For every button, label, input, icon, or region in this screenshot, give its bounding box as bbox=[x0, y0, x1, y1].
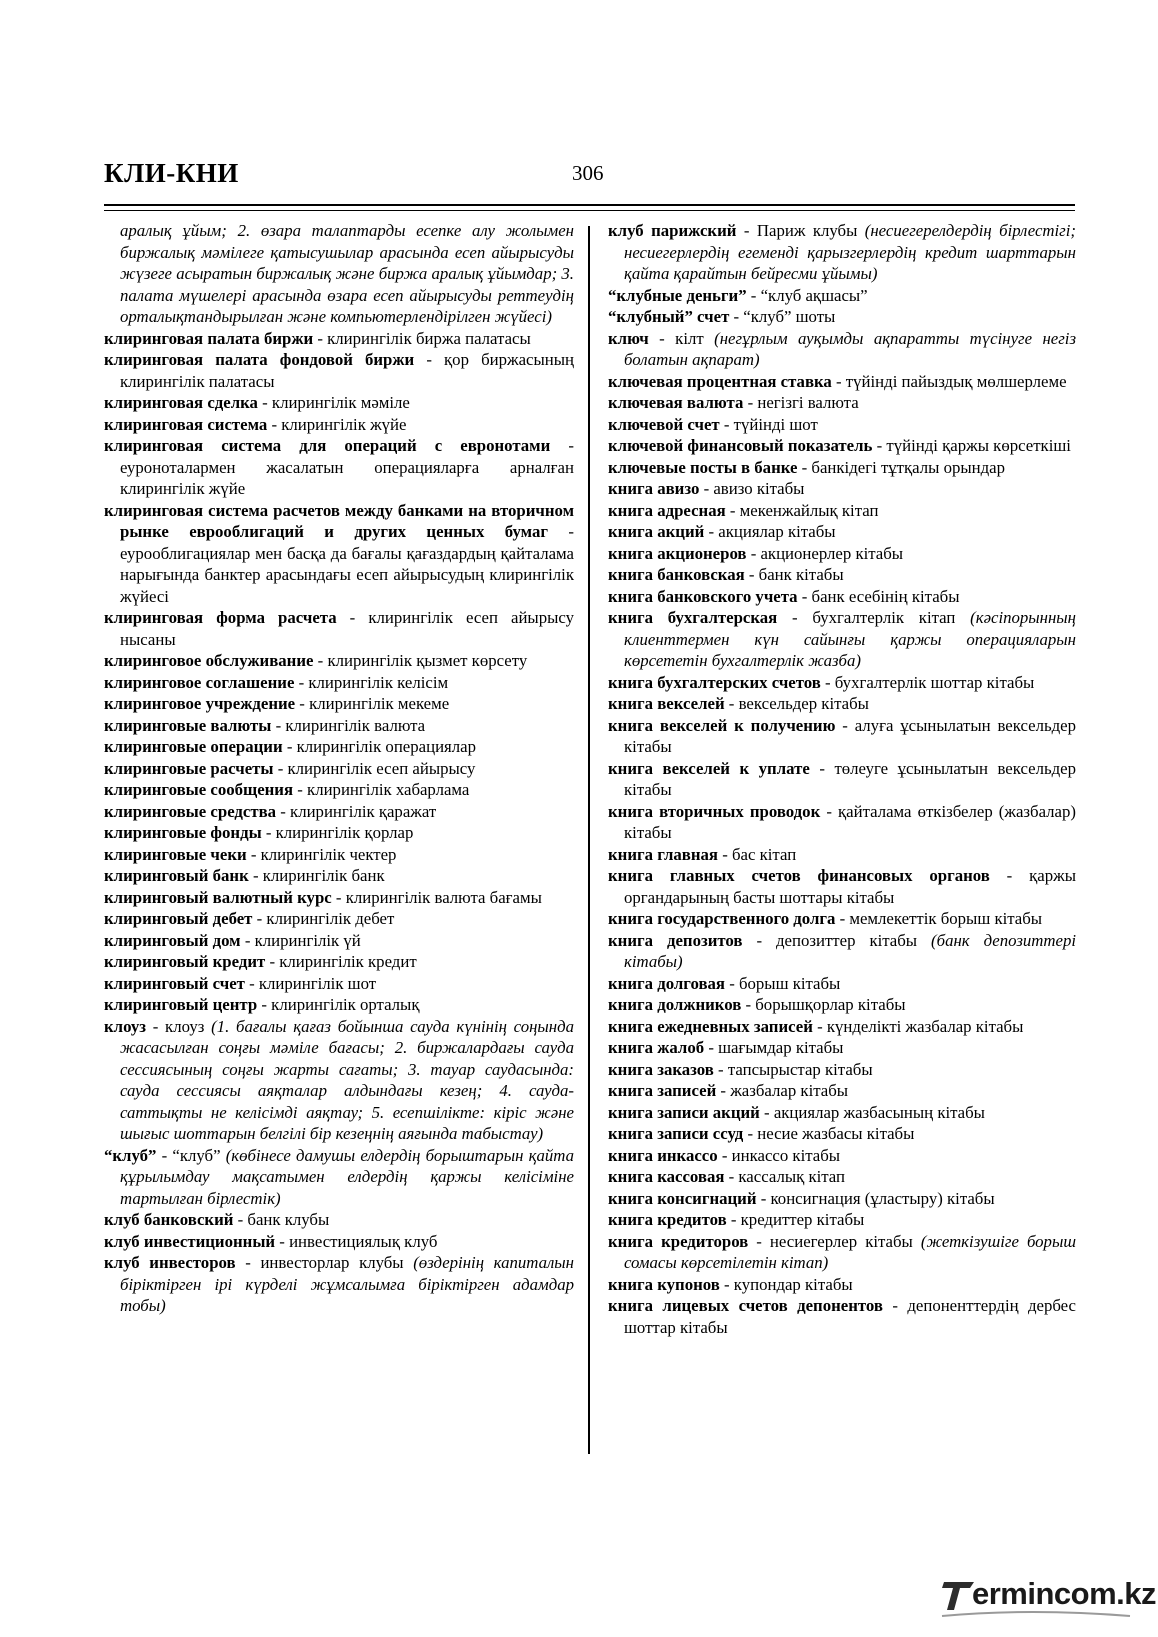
entry-term: книга записи акций bbox=[608, 1102, 760, 1122]
dictionary-entry bbox=[104, 607, 574, 650]
entry-term: “клубный” счет bbox=[608, 307, 730, 326]
entry-definition: - клирингілік биржа палатасы bbox=[313, 328, 531, 348]
entry-definition: - депозиттер кітабы bbox=[742, 930, 932, 950]
entry-term: книга адресная bbox=[608, 500, 726, 520]
dictionary-entry bbox=[608, 543, 1076, 565]
dictionary-entry bbox=[608, 1231, 1076, 1274]
dictionary-entry bbox=[608, 1145, 1076, 1167]
entry-term: клиринговый кредит bbox=[104, 952, 266, 971]
entry-term: клиринговое учреждение bbox=[104, 694, 296, 713]
entry-term: книга кредитов bbox=[608, 1210, 727, 1229]
dictionary-entry bbox=[608, 758, 1076, 801]
entry-term: книга инкассо bbox=[608, 1145, 718, 1165]
dictionary-entry bbox=[104, 822, 574, 844]
entry-definition: - клоуз bbox=[145, 1016, 212, 1036]
entry-note: (банк депозиттері кітабы) bbox=[624, 930, 1076, 971]
entry-term: клуб парижский bbox=[608, 221, 737, 240]
entry-definition: - тапсырыстар кітабы bbox=[713, 1059, 873, 1079]
entry-term: клиринговая сделка bbox=[104, 393, 258, 412]
entry-definition: - клирингілік дебет bbox=[252, 909, 395, 928]
entry-term: книга бухгалтерская bbox=[608, 608, 778, 627]
entry-term: клиринговый валютный курс bbox=[104, 887, 332, 907]
entry-term: книга вторичных проводок bbox=[608, 801, 821, 821]
entry-definition: - негізгі валюта bbox=[743, 393, 859, 412]
entry-term: книга главных счетов финансовых органов bbox=[608, 866, 990, 885]
entry-definition: - авизо кітабы bbox=[699, 479, 805, 498]
entry-term: клиринговые чеки bbox=[104, 844, 247, 864]
dictionary-entry bbox=[608, 715, 1076, 758]
entry-term: клиринговая форма расчета bbox=[104, 608, 337, 627]
dictionary-entry bbox=[608, 865, 1076, 908]
dictionary-entry bbox=[104, 973, 574, 995]
entry-definition: - банк кітабы bbox=[744, 565, 844, 584]
entry-definition: - клирингілік чектер bbox=[246, 844, 397, 864]
entry-term: клиринговый банк bbox=[104, 866, 249, 885]
entry-term: клиринговые валюты bbox=[104, 715, 272, 735]
entry-term: “клубные деньги” bbox=[608, 285, 747, 305]
entry-definition: - қайталама өткізбелер (жазбалар) кітабы bbox=[624, 801, 1076, 842]
entry-definition: - акциялар кітабы bbox=[704, 522, 836, 541]
entry-definition: - клирингілік шот bbox=[244, 973, 377, 993]
dictionary-entry bbox=[104, 1209, 574, 1231]
entry-definition: - банк есебінің кітабы bbox=[797, 586, 960, 606]
dictionary-entry bbox=[104, 1252, 574, 1317]
entry-definition: - кілт bbox=[648, 328, 715, 348]
dictionary-entry bbox=[608, 1080, 1076, 1102]
entry-definition: - бас кітап bbox=[718, 844, 797, 864]
entry-term: ключевая валюта bbox=[608, 393, 744, 412]
dictionary-entry bbox=[608, 930, 1076, 973]
dictionary-entry bbox=[104, 908, 574, 930]
page-number: 306 bbox=[572, 161, 604, 185]
dictionary-entry bbox=[608, 478, 1076, 500]
dictionary-entry bbox=[104, 1145, 574, 1210]
entry-term: книга лицевых счетов депонентов bbox=[608, 1296, 883, 1315]
entry-definition: - “клуб ақшасы” bbox=[746, 285, 868, 305]
header-rule bbox=[104, 204, 1075, 206]
dictionary-entry bbox=[104, 930, 574, 952]
entry-term: клиринговая система bbox=[104, 414, 268, 434]
dictionary-entry bbox=[104, 392, 574, 414]
entry-term: книга авизо bbox=[608, 479, 700, 498]
dictionary-entry bbox=[104, 844, 574, 866]
dictionary-entry bbox=[104, 779, 574, 801]
entry-definition: - алуға ұсынылатын вексельдер кітабы bbox=[624, 715, 1076, 756]
entry-term: книга векселей к получению bbox=[608, 715, 836, 735]
dictionary-entry bbox=[104, 1016, 574, 1145]
entry-term: ключевая процентная ставка bbox=[608, 371, 832, 391]
entry-definition: - “клуб” bbox=[156, 1145, 226, 1165]
entry-note: аралық ұйым; 2. өзара талаптарды есепке алу жолымен биржалық мәмілеге қатысушылар арасында есеп айырысуды жүзеге асыратын биржалық және биржа аралық ұйымдар; 3. палата мүшелері арасында өзара есеп айырысуды реттеудің орталықтандырылған және компьютерлендірілген жүйесі) bbox=[120, 221, 574, 326]
dictionary-entry bbox=[608, 1037, 1076, 1059]
entry-term: книга записей bbox=[608, 1081, 717, 1100]
entry-definition: - мемлекеттік борыш кітабы bbox=[835, 909, 1043, 928]
entry-term: книга депозитов bbox=[608, 930, 743, 950]
entry-definition: - клирингілік банк bbox=[248, 866, 385, 885]
dictionary-entry bbox=[608, 1102, 1076, 1124]
dictionary-entry bbox=[608, 607, 1076, 672]
entry-definition: - шағымдар кітабы bbox=[704, 1038, 844, 1057]
entry-definition: - клирингілік қызмет көрсету bbox=[313, 651, 528, 670]
entry-definition: - клирингілік мәміле bbox=[257, 393, 410, 412]
entry-definition: - жазбалар кітабы bbox=[716, 1081, 849, 1100]
entry-definition: - банкідегі тұтқалы орындар bbox=[797, 457, 1006, 477]
dictionary-entry bbox=[104, 715, 574, 737]
entry-term: книга кредиторов bbox=[608, 1231, 749, 1251]
entry-term: клиринговое обслуживание bbox=[104, 651, 314, 670]
entry-term: ключ bbox=[608, 328, 649, 348]
dictionary-entry bbox=[608, 285, 1076, 307]
entry-definition: - түйінді шот bbox=[719, 414, 818, 434]
dictionary-entry bbox=[608, 1123, 1076, 1145]
left-column bbox=[104, 220, 574, 1317]
entry-definition: - кредиттер кітабы bbox=[726, 1210, 865, 1229]
entry-term: клуб инвесторов bbox=[104, 1253, 236, 1272]
entry-definition: - клирингілік орталық bbox=[257, 995, 420, 1014]
entry-term: клуб банковский bbox=[104, 1210, 234, 1229]
dictionary-entry bbox=[608, 973, 1076, 995]
entry-term: клиринговые сообщения bbox=[104, 780, 294, 799]
column-divider bbox=[588, 226, 590, 1454]
entry-term: клиринговые расчеты bbox=[104, 758, 274, 778]
dictionary-entry bbox=[104, 435, 574, 500]
dictionary-entry bbox=[608, 220, 1076, 285]
entry-definition: - кассалық кітап bbox=[724, 1167, 846, 1186]
entry-note: (1. бағалы қағаз бойынша сауда күнінің соңында жасасылған соңғы мәміле бағасы; 2. биржалардағы сауда сессиясының соңғы жарты сағаты; 3. тауар саудасында: сауда сессиясы аяқталар алдындағы кезең; 4. сауда-саттықты не келісімді аяқтау; 5. есепшілікте: кіріс және шығыс шоттарын белгілі бір кезеңнің аяғында табыстау) bbox=[120, 1016, 574, 1143]
entry-note: (жеткізушіге борыш сомасы көрсетілетін кітап) bbox=[624, 1231, 1076, 1272]
dictionary-entry bbox=[608, 521, 1076, 543]
entry-definition: - инкассо кітабы bbox=[717, 1145, 841, 1165]
dictionary-entry bbox=[608, 1166, 1076, 1188]
entry-definition: - клирингілік есеп айырысу нысаны bbox=[120, 608, 574, 649]
entry-term: книга должников bbox=[608, 995, 742, 1014]
entry-definition: - клирингілік жүйе bbox=[267, 414, 407, 434]
dictionary-entry bbox=[608, 457, 1076, 479]
dictionary-entry bbox=[104, 349, 574, 392]
dictionary-entry bbox=[608, 672, 1076, 694]
entry-term: клуб инвестиционный bbox=[104, 1231, 276, 1251]
entry-definition: - несие жазбасы кітабы bbox=[743, 1124, 915, 1143]
entry-definition: - акционерлер кітабы bbox=[746, 543, 904, 563]
dictionary-entry bbox=[104, 328, 574, 350]
entry-definition: - клирингілік мекеме bbox=[295, 694, 450, 713]
dictionary-entry bbox=[104, 994, 574, 1016]
entry-definition: - “клуб” шоты bbox=[729, 307, 836, 326]
dictionary-entry bbox=[104, 1231, 574, 1253]
entry-definition: - түйінді пайыздық мөлшерлеме bbox=[831, 371, 1067, 391]
dictionary-entry bbox=[608, 392, 1076, 414]
entry-term: книга банковского учета bbox=[608, 586, 798, 606]
entry-term: клиринговая система для операций с евронотами bbox=[104, 436, 551, 455]
entry-definition: - консигнация (ұластыру) кітабы bbox=[756, 1188, 995, 1208]
entry-term: “клуб” bbox=[104, 1145, 157, 1165]
dictionary-entry bbox=[608, 844, 1076, 866]
right-column bbox=[608, 220, 1076, 1338]
dictionary-entry bbox=[608, 1274, 1076, 1296]
entry-definition: - акциялар жазбасының кітабы bbox=[759, 1102, 985, 1122]
entry-term: книга купонов bbox=[608, 1274, 720, 1294]
dictionary-entry bbox=[608, 435, 1076, 457]
entry-definition: - борышқорлар кітабы bbox=[741, 995, 906, 1014]
entry-term: ключевой финансовый показатель bbox=[608, 436, 873, 455]
dictionary-entry bbox=[104, 736, 574, 758]
entry-note: (көбінесе дамушы елдердің борыштарын қайта құрылымдау мақсатымен елдердің қаржы келісіміне тартылған бірлестік) bbox=[120, 1145, 574, 1208]
entry-term: клоуз bbox=[104, 1016, 146, 1036]
entry-term: клиринговый дебет bbox=[104, 909, 253, 928]
dictionary-entry bbox=[608, 1209, 1076, 1231]
dictionary-entry bbox=[104, 220, 574, 328]
entry-definition: - вексельдер кітабы bbox=[724, 694, 869, 713]
entry-term: ключевые посты в банке bbox=[608, 457, 798, 477]
entry-definition: - күнделікті жазбалар кітабы bbox=[812, 1016, 1024, 1036]
entry-definition: - клирингілік хабарлама bbox=[293, 780, 470, 799]
entry-term: ключевой счет bbox=[608, 414, 720, 434]
entry-definition: - төлеуге ұсынылатын вексельдер кітабы bbox=[624, 758, 1076, 799]
entry-definition: - инвестициялық клуб bbox=[275, 1231, 438, 1251]
entry-definition: - еуроноталармен жасалатын операцияларға арналған клирингілік жүйе bbox=[120, 436, 574, 498]
watermark-visible: ermincom.kz bbox=[972, 1576, 1157, 1611]
entry-definition: - клирингілік қорлар bbox=[261, 823, 414, 842]
entry-definition: - клирингілік кредит bbox=[265, 952, 417, 971]
entry-term: клиринговая палата биржи bbox=[104, 328, 314, 348]
entry-definition: - Париж клубы bbox=[736, 221, 865, 240]
entry-term: книга векселей к уплате bbox=[608, 758, 810, 778]
dictionary-entry bbox=[608, 908, 1076, 930]
entry-term: книга кассовая bbox=[608, 1167, 725, 1186]
entry-definition: - борыш кітабы bbox=[725, 973, 841, 993]
header-rule-thin bbox=[104, 210, 1075, 211]
entry-term: книга жалоб bbox=[608, 1038, 705, 1057]
entry-definition: - бухгалтерлік шоттар кітабы bbox=[820, 672, 1035, 692]
entry-term: книга консигнаций bbox=[608, 1188, 757, 1208]
entry-term: клиринговый центр bbox=[104, 995, 258, 1014]
dictionary-entry bbox=[608, 693, 1076, 715]
dictionary-entry bbox=[608, 306, 1076, 328]
entry-term: клиринговые средства bbox=[104, 801, 277, 821]
entry-term: клиринговый счет bbox=[104, 973, 245, 993]
entry-definition: - несиегерлер кітабы bbox=[748, 1231, 921, 1251]
entry-term: книга векселей bbox=[608, 694, 725, 713]
entry-definition: - мекенжайлық кітап bbox=[725, 500, 879, 520]
dictionary-entry bbox=[104, 500, 574, 608]
dictionary-entry bbox=[104, 951, 574, 973]
entry-definition: - клирингілік валюта bbox=[271, 715, 426, 735]
dictionary-entry bbox=[608, 414, 1076, 436]
dictionary-entry bbox=[104, 801, 574, 823]
entry-note: (негұрлым ауқымды ақпаратты түсінуге негіз болатын ақпарат) bbox=[624, 328, 1076, 369]
entry-definition: - қаржы органдарының басты шоттары кітабы bbox=[624, 866, 1077, 907]
dictionary-entry bbox=[608, 1059, 1076, 1081]
entry-term: книга заказов bbox=[608, 1059, 714, 1079]
entry-definition: - қор биржасының клирингілік палатасы bbox=[120, 350, 574, 391]
dictionary-entry bbox=[608, 994, 1076, 1016]
entry-note: (несиегерелдердің бірлестігі; несиегерлердің егеменді қарызгерлердің кредит шарттарын қайта қарайтын бейресми ұйымы) bbox=[624, 221, 1076, 283]
dictionary-entry bbox=[608, 586, 1076, 608]
entry-term: книга акционеров bbox=[608, 543, 747, 563]
entry-definition: - клирингілік келісім bbox=[294, 672, 449, 692]
entry-definition: - клирингілік операциялар bbox=[282, 737, 476, 756]
entry-definition: - инвесторлар клубы bbox=[235, 1253, 414, 1272]
entry-note: (кәсіпорынның клиенттермен күн сайынғы қаржы операцияларын көрсететін бухгалтерлік жазба) bbox=[624, 608, 1076, 670]
entry-term: книга государственного долга bbox=[608, 909, 836, 928]
entry-term: книга долговая bbox=[608, 973, 725, 993]
dictionary-entry bbox=[104, 650, 574, 672]
entry-definition: - бухгалтерлік кітап bbox=[777, 608, 971, 627]
dictionary-entry bbox=[104, 672, 574, 694]
entry-term: книга банковская bbox=[608, 565, 745, 584]
entry-term: клиринговая система расчетов между банками на вторичном рынке еврооблигаций и других ценных бумаг bbox=[104, 500, 574, 541]
entry-definition: - клирингілік есеп айырысу bbox=[273, 758, 476, 778]
dictionary-entry bbox=[608, 564, 1076, 586]
dictionary-entry bbox=[104, 865, 574, 887]
entry-definition: - түйінді қаржы көрсеткіші bbox=[872, 436, 1071, 455]
entry-note: (өздерінің капиталын біріктірген ірі күрделі жұмсалымға біріктірген адамдар тобы) bbox=[120, 1253, 574, 1315]
entry-definition: - клирингілік үй bbox=[240, 930, 361, 950]
entry-term: книга ежедневных записей bbox=[608, 1016, 813, 1036]
dictionary-entry bbox=[104, 887, 574, 909]
entry-definition: - депоненттердің дербес шоттар кітабы bbox=[624, 1296, 1077, 1337]
dictionary-entry bbox=[104, 414, 574, 436]
entry-term: книга акций bbox=[608, 522, 705, 541]
entry-definition: - клирингілік қаражат bbox=[276, 801, 437, 821]
entry-definition: - еурооблигациялар мен басқа да бағалы қағаздардың қайталама нарығында банктер арасындағы есеп айырысудың клирингілік жүйесі bbox=[120, 522, 574, 606]
dictionary-entry bbox=[608, 500, 1076, 522]
entry-term: клиринговая палата фондовой биржи bbox=[104, 350, 415, 369]
dictionary-entry bbox=[608, 1016, 1076, 1038]
entry-term: клиринговые фонды bbox=[104, 823, 262, 842]
entry-definition: - банк клубы bbox=[233, 1210, 330, 1229]
dictionary-entry bbox=[104, 758, 574, 780]
entry-term: клиринговый дом bbox=[104, 930, 241, 950]
dictionary-entry bbox=[608, 371, 1076, 393]
entry-definition: - купондар кітабы bbox=[719, 1274, 853, 1294]
page-header-title: КЛИ-КНИ bbox=[104, 158, 239, 188]
dictionary-entry bbox=[608, 1188, 1076, 1210]
dictionary-entry bbox=[608, 801, 1076, 844]
dictionary-entry bbox=[608, 1295, 1076, 1338]
dictionary-entry bbox=[104, 693, 574, 715]
entry-term: книга бухгалтерских счетов bbox=[608, 672, 821, 692]
entry-term: клиринговое соглашение bbox=[104, 672, 295, 692]
entry-term: клиринговые операции bbox=[104, 737, 283, 756]
dictionary-entry bbox=[608, 328, 1076, 371]
entry-term: книга главная bbox=[608, 844, 718, 864]
entry-definition: - клирингілік валюта бағамы bbox=[331, 887, 542, 907]
entry-term: книга записи ссуд bbox=[608, 1124, 744, 1143]
